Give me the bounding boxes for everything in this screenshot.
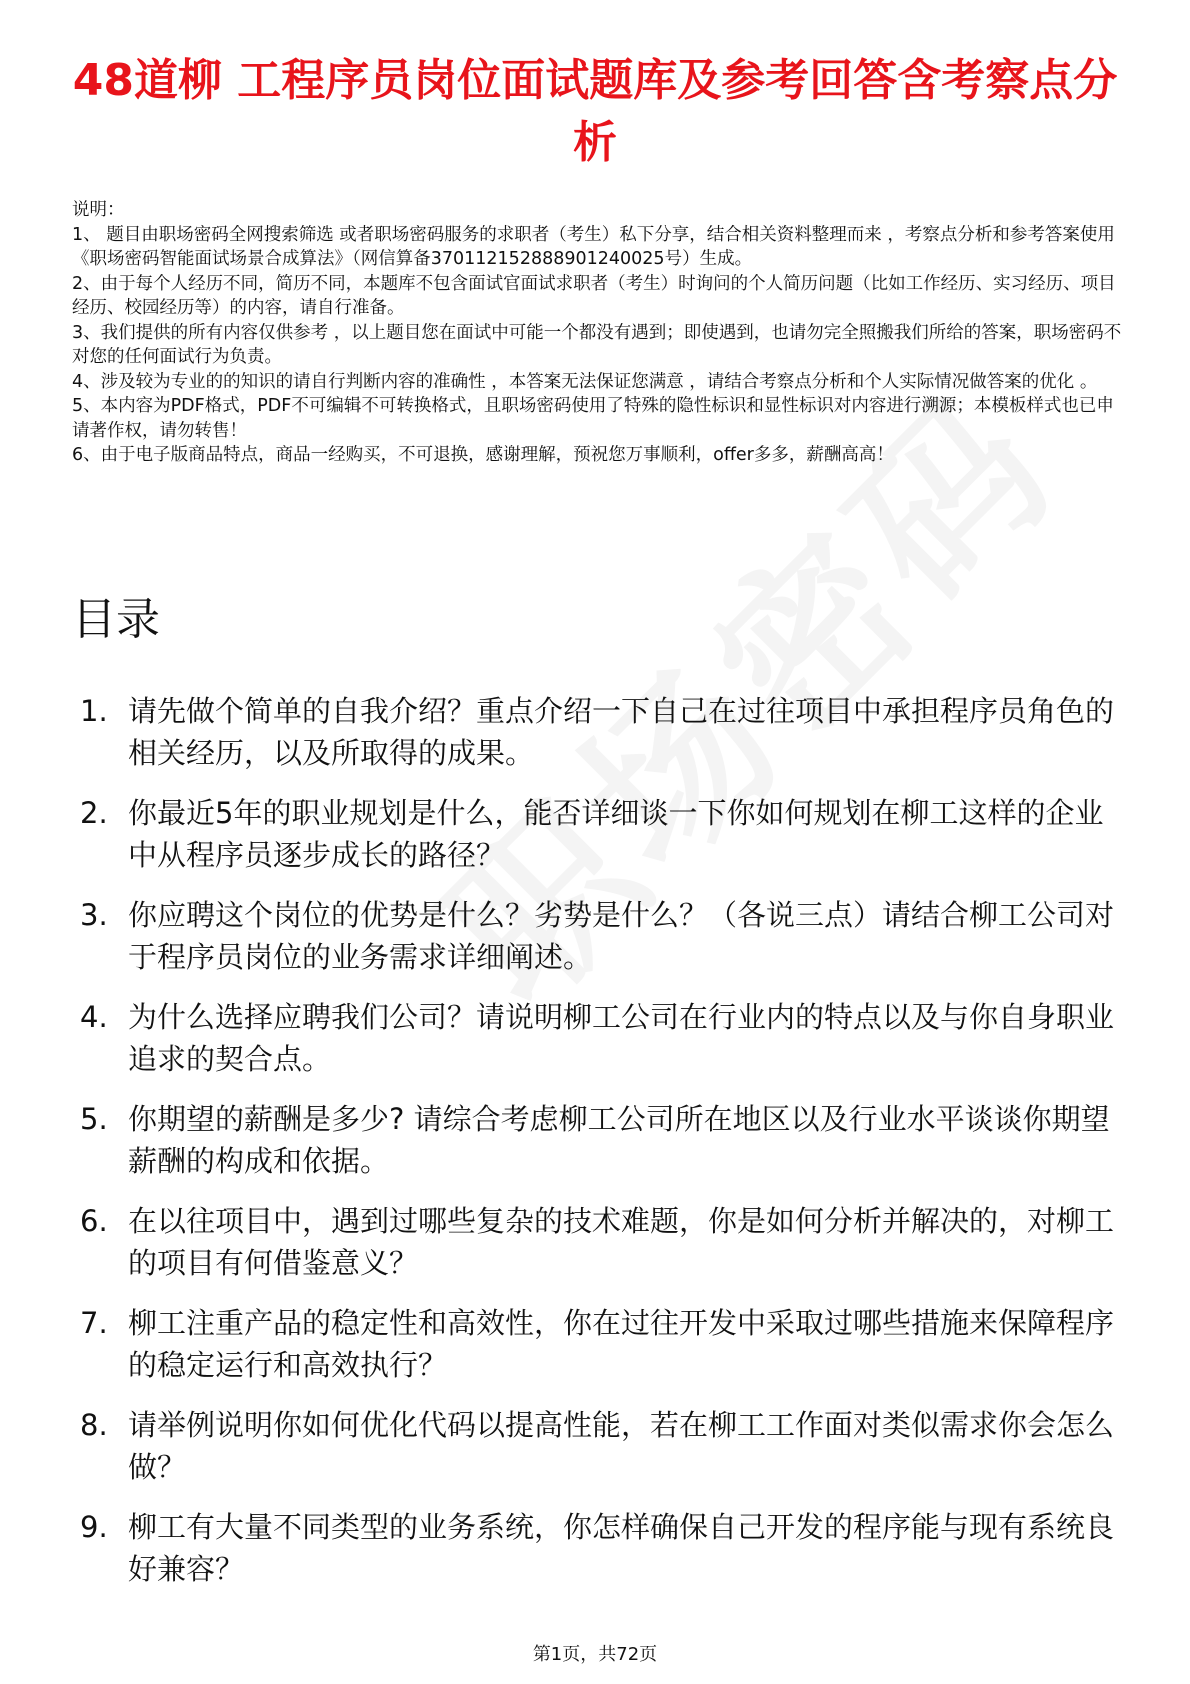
toc-item-number: 8. xyxy=(80,1408,108,1442)
toc-item xyxy=(72,1302,1122,1386)
toc-item-text: 你期望的薪酬是多少? 请综合考虑柳工公司所在地区以及行业水平谈谈你期望薪酬的构成和依据。 xyxy=(128,1102,1110,1178)
toc-item-text: 在以往项目中，遇到过哪些复杂的技术难题，你是如何分析并解决的，对柳工的项目有何借鉴意义？ xyxy=(128,1204,1115,1280)
note-item: 5、本内容为PDF格式，PDF不可编辑不可转换格式，且职场密码使用了特殊的隐性标识和显性标识对内容进行溯源；本模板样式也已申请著作权，请勿转售！ xyxy=(72,396,1114,441)
toc-item-number: 9. xyxy=(80,1510,108,1544)
toc-item xyxy=(72,1506,1122,1590)
toc-item-number: 7. xyxy=(80,1306,108,1340)
toc-item-number: 5. xyxy=(80,1102,108,1136)
page-footer: 第1页，共72页 xyxy=(532,1644,658,1665)
toc-item-number: 6. xyxy=(80,1204,108,1238)
note-item: 3、我们提供的所有内容仅供参考 ，以上题目您在面试中可能一个都没有遇到；即使遇到，也请勿完全照搬我们所给的答案，职场密码不对您的任何面试行为负责。 xyxy=(72,322,1122,367)
notes-heading: 说明： xyxy=(72,200,125,220)
toc-list xyxy=(72,690,1122,1608)
toc-item-text: 柳工有大量不同类型的业务系统，你怎样确保自己开发的程序能与现有系统良好兼容？ xyxy=(128,1510,1115,1586)
toc-item xyxy=(72,690,1122,774)
note-item: 2、由于每个人经历不同，简历不同，本题库不包含面试官面试求职者（考生）时询问的个人简历问题（比如工作经历、实习经历、项目经历、校园经历等）的内容，请自行准备。 xyxy=(72,273,1116,318)
toc-item-number: 4. xyxy=(80,1000,108,1034)
toc-item-text: 你应聘这个岗位的优势是什么？劣势是什么？（各说三点）请结合柳工公司对于程序员岗位的业务需求详细阐述。 xyxy=(128,898,1115,974)
notes-section xyxy=(72,198,1122,468)
toc-item-number: 1. xyxy=(80,694,108,728)
toc-item xyxy=(72,996,1122,1080)
note-item: 6、由于电子版商品特点，商品一经购买，不可退换，感谢理解，预祝您万事顺利，offer多多，薪酬高高！ xyxy=(72,445,894,465)
toc-item-text: 请举例说明你如何优化代码以提高性能，若在柳工工作面对类似需求你会怎么做？ xyxy=(128,1408,1115,1484)
toc-heading: 目录 xyxy=(72,594,160,645)
toc-item-number: 3. xyxy=(80,898,108,932)
note-item: 1、 题目由职场密码全网搜索筛选 或者职场密码服务的求职者（考生）私下分享，结合相关资料整理而来 ，考察点分析和参考答案使用《职场密码智能面试场景合成算法》（网信算备370112152888901240025号）生成。 xyxy=(72,224,1115,269)
toc-item-text: 柳工注重产品的稳定性和高效性，你在过往开发中采取过哪些措施来保障程序的稳定运行和高效执行？ xyxy=(128,1306,1115,1382)
toc-item xyxy=(72,792,1122,876)
toc-item-number: 2. xyxy=(80,796,108,830)
note-item: 4、涉及较为专业的的知识的请自行判断内容的准确性 ，本答案无法保证您满意 ，请结合考察点分析和个人实际情况做答案的优化 。 xyxy=(72,371,1098,392)
page-title: 48道柳 工程序员岗位面试题库及参考回答含考察点分析 xyxy=(72,55,1118,168)
toc-item xyxy=(72,1098,1122,1182)
toc-item-text: 你最近5年的职业规划是什么，能否详细谈一下你如何规划在柳工这样的企业中从程序员逐步成长的路径？ xyxy=(128,796,1104,872)
toc-item-text: 请先做个简单的自我介绍？重点介绍一下自己在过往项目中承担程序员角色的相关经历，以及所取得的成果。 xyxy=(128,694,1115,770)
toc-item xyxy=(72,1200,1122,1284)
toc-item xyxy=(72,1404,1122,1488)
toc-item-text: 为什么选择应聘我们公司？请说明柳工公司在行业内的特点以及与你自身职业追求的契合点。 xyxy=(128,1000,1115,1076)
toc-item xyxy=(72,894,1122,978)
